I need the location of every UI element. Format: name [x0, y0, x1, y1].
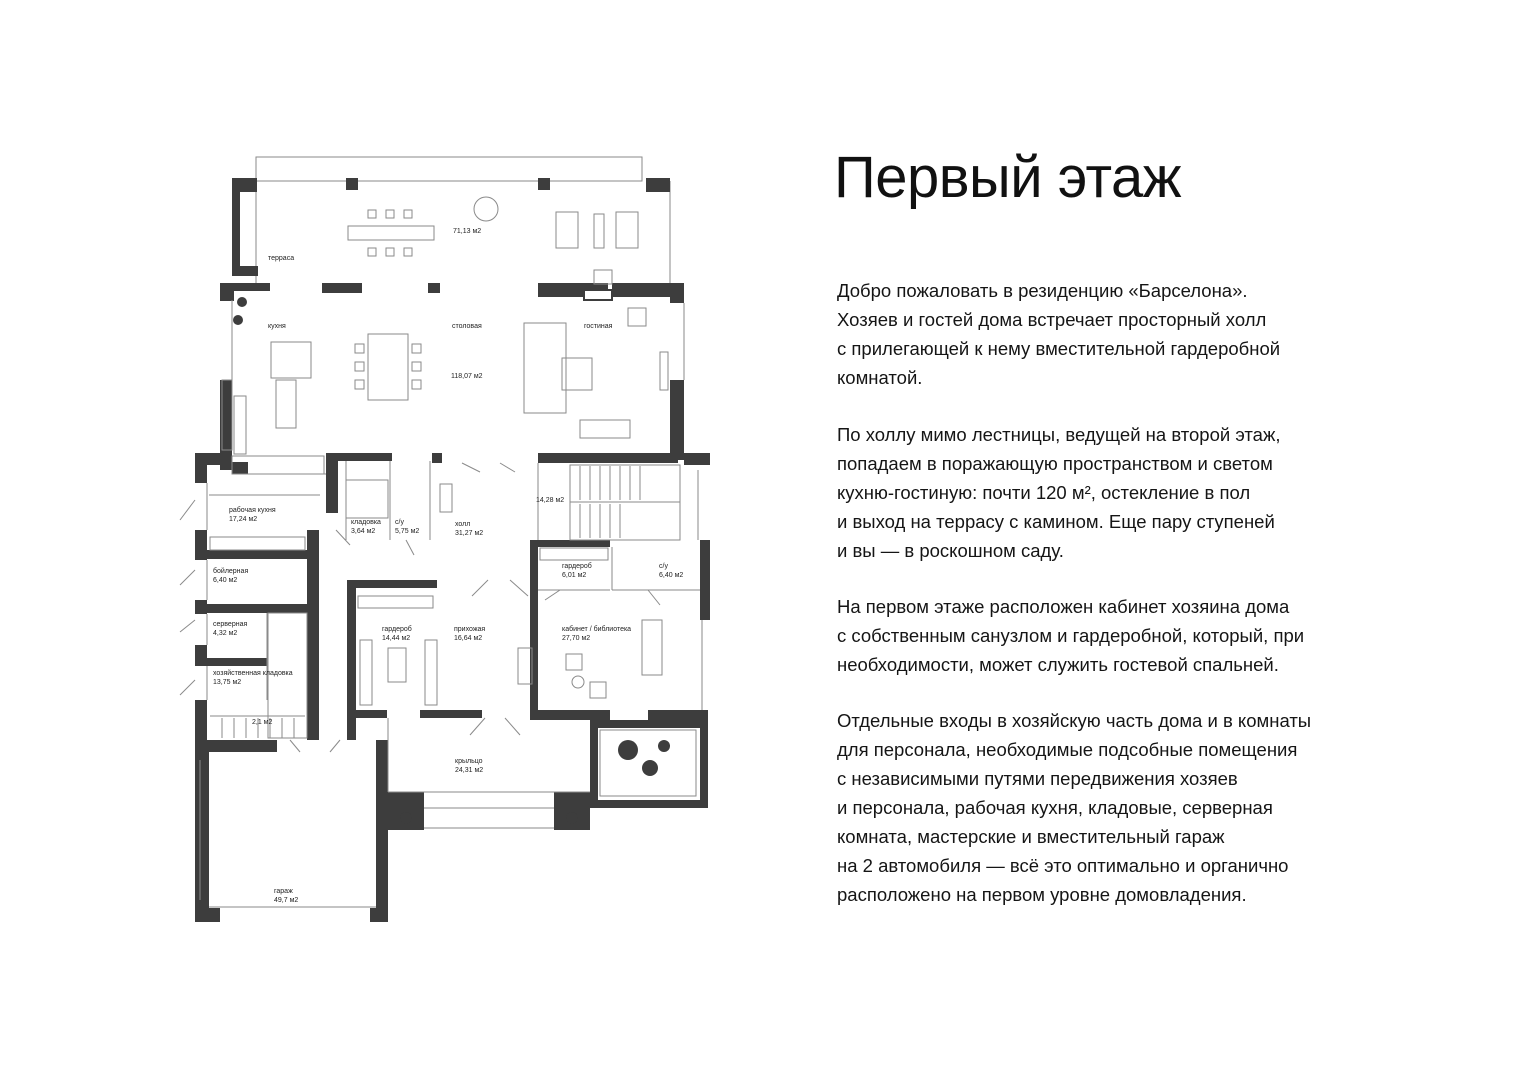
room-label: 6,01 м2: [562, 572, 587, 579]
floor-plan: [0, 0, 760, 1080]
room-label: 6,40 м2: [213, 577, 238, 584]
room-label: гараж: [274, 888, 293, 895]
room-label: 2,1 м2: [252, 719, 273, 726]
stair-treads: [222, 466, 640, 738]
room-label: гостиная: [584, 323, 613, 330]
room-label: 4,32 м2: [213, 630, 238, 637]
room-label: с/у: [659, 563, 668, 570]
room-label: рабочая кухня: [229, 507, 276, 514]
room-label: гардероб: [382, 626, 412, 633]
room-label: 3,64 м2: [351, 528, 376, 535]
room-label: крыльцо: [455, 758, 483, 765]
room-label: 17,24 м2: [229, 516, 258, 523]
description-paragraph: Отдельные входы в хозяйскую часть дома и в комнаты для персонала, необходимые подсобные помещения с независимыми путями передвижения хозяев и персонала, рабочая кухня, кладовые, серверная комната, мастерские и вместительный гараж на 2 автомобиля — всё это оптимально и органично расположено на первом уровне домовладения.: [837, 710, 1312, 905]
room-label: кабинет / библиотека: [562, 626, 632, 633]
room-label: 31,27 м2: [455, 530, 484, 537]
room-label: бойлерная: [213, 568, 249, 575]
room-label: 24,31 м2: [455, 767, 484, 774]
room-label: 49,7 м2: [274, 897, 299, 904]
room-label: столовая: [452, 323, 482, 330]
room-label: с/у: [395, 519, 404, 526]
room-label: кухня: [268, 323, 286, 330]
room-label: серверная: [213, 621, 248, 628]
page-title: Первый этаж: [834, 145, 1182, 210]
room-label: гардероб: [562, 563, 592, 570]
room-label: 71,13 м2: [453, 228, 482, 235]
room-label: 14,28 м2: [536, 497, 565, 504]
terrace-outline: [256, 157, 670, 285]
room-label: 13,75 м2: [213, 679, 242, 686]
room-label: 6,40 м2: [659, 572, 684, 579]
room-label: 5,75 м2: [395, 528, 420, 535]
room-label: хозяйственная кладовка: [213, 670, 293, 677]
room-label: прихожая: [454, 626, 486, 633]
room-label: 14,44 м2: [382, 635, 411, 642]
room-label: терраса: [268, 255, 295, 262]
description-paragraph: На первом этаже расположен кабинет хозяина дома с собственным санузлом и гардеробной, который, при необходимости, может служить гостевой спальней.: [837, 596, 1305, 675]
room-label: 27,70 м2: [562, 635, 591, 642]
room-label: 16,64 м2: [454, 635, 483, 642]
furniture: [271, 197, 668, 698]
description-paragraph: По холлу мимо лестницы, ведущей на второй этаж, попадаем в поражающую пространством и светом кухню-гостиную: почти 120 м², остекление в пол и выход на террасу с камином. Еще пару ступеней и вы — в роскошном саду.: [837, 424, 1281, 561]
description-paragraph: Добро пожаловать в резиденцию «Барселона». Хозяев и гостей дома встречает просторный холл с прилегающей к нему вместительной гардеробной комнатой.: [837, 280, 1281, 388]
room-label: 118,07 м2: [451, 373, 483, 380]
room-label: холл: [455, 521, 471, 528]
room-label: кладовка: [351, 519, 381, 526]
